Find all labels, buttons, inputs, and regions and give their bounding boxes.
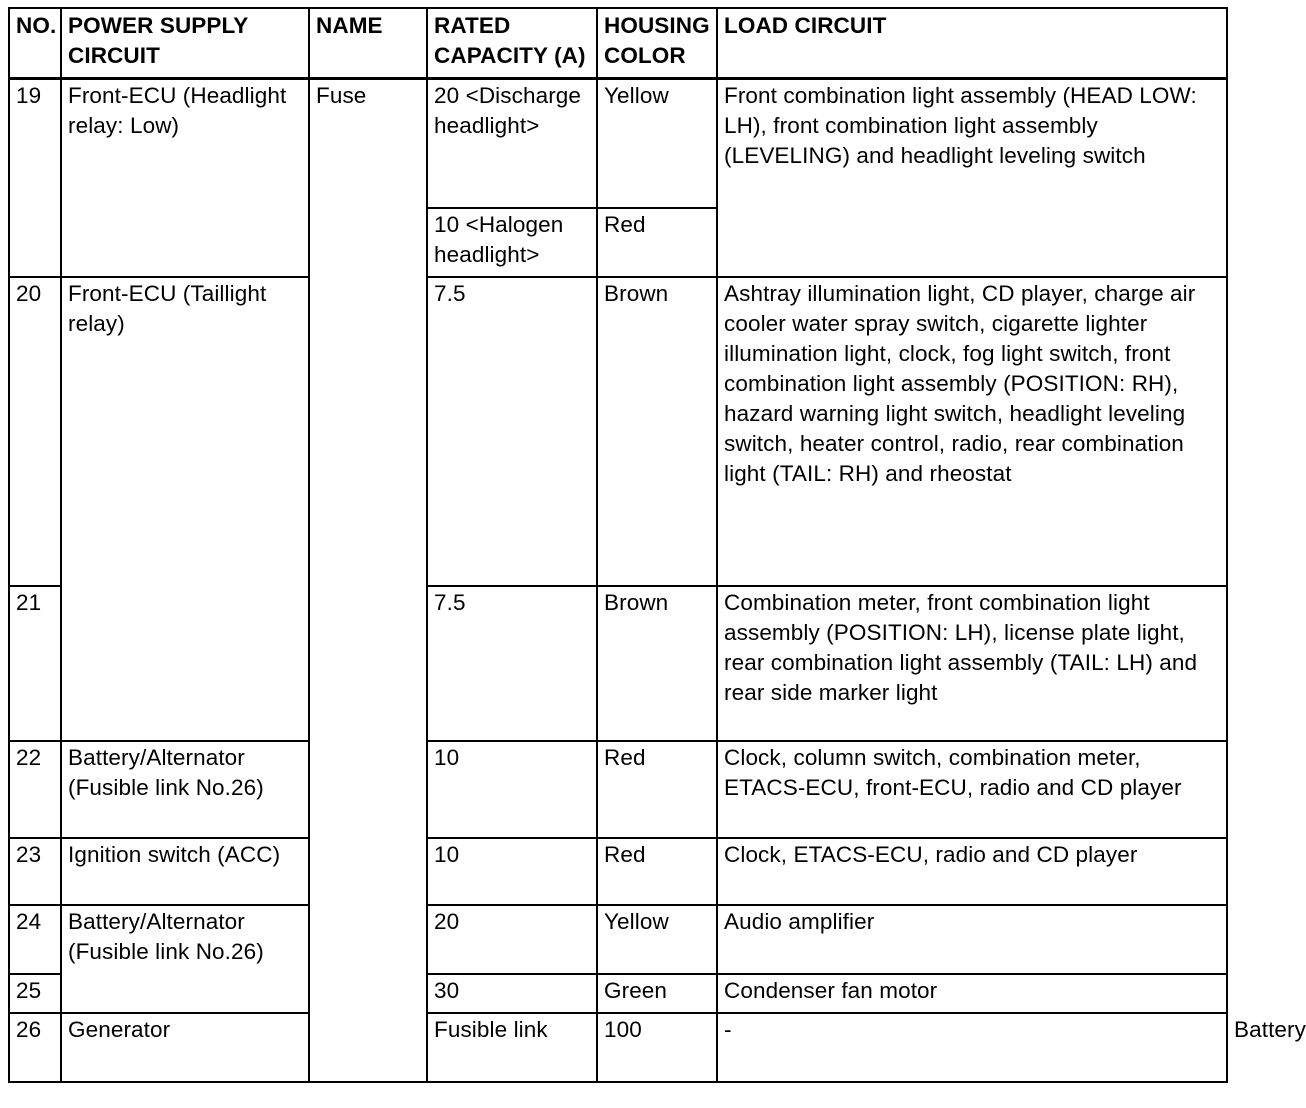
cell-housing-color: Brown [597, 586, 717, 741]
cell-no: 24 [9, 905, 61, 974]
cell-housing-color: Yellow [597, 905, 717, 974]
cell-housing-color: Brown [597, 277, 717, 586]
table-row [9, 277, 1227, 586]
table-row [9, 741, 1227, 838]
table-row [9, 838, 1227, 905]
cell-rated-capacity: 20 <Discharge headlight> [427, 79, 597, 209]
cell-no: 25 [9, 974, 61, 1013]
cell-housing-color: Red [597, 741, 717, 838]
cell-load-circuit: Condenser fan motor [717, 974, 1227, 1013]
cell-housing-color: Red [597, 838, 717, 905]
header-rated-capacity: RATED CAPACITY (A) [427, 8, 597, 79]
cell-name-fuse: Fuse [309, 79, 427, 1083]
cell-load-circuit: Clock, ETACS-ECU, radio and CD player [717, 838, 1227, 905]
cell-name-fusible-link: Fusible link [427, 1013, 597, 1082]
cell-power-supply: Battery/Alternator (Fusible link No.26) [61, 741, 309, 838]
cell-rated-capacity: 20 [427, 905, 597, 974]
header-name: NAME [309, 8, 427, 79]
cell-load-circuit: Clock, column switch, combination meter, ETACS-ECU, front-ECU, radio and CD player [717, 741, 1227, 838]
header-housing-color: HOUSING COLOR [597, 8, 717, 79]
cell-housing-color: Yellow [597, 79, 717, 209]
cell-housing-color: Red [597, 208, 717, 277]
cell-load-circuit: Front combination light assembly (HEAD LOW: LH), front combination light assembly (LEVELING) and headlight leveling switch [717, 79, 1227, 278]
header-no: NO. [9, 8, 61, 79]
cell-housing-color: Green [597, 974, 717, 1013]
table-row [9, 79, 1227, 209]
cell-housing-color: - [717, 1013, 1227, 1082]
cell-rated-capacity: 7.5 [427, 277, 597, 586]
cell-power-supply: Battery/Alternator (Fusible link No.26) [61, 905, 309, 1013]
cell-load-circuit: Combination meter, front combination light assembly (POSITION: LH), license plate light, rear combination light assembly (TAIL: LH) and rear side marker light [717, 586, 1227, 741]
cell-no: 19 [9, 79, 61, 278]
table-header-row [9, 8, 1227, 79]
cell-rated-capacity: 100 [597, 1013, 717, 1082]
cell-power-supply: Generator [61, 1013, 309, 1082]
cell-power-supply: Front-ECU (Taillight relay) [61, 277, 309, 741]
cell-no: 22 [9, 741, 61, 838]
cell-load-circuit: Ashtray illumination light, CD player, charge air cooler water spray switch, cigarette lighter illumination light, clock, fog light switch, front combination light assembly (POSITION: RH), hazard warning light switch, headlight leveling switch, heater control, radio, rear combination light (TAIL: RH) and rheostat [717, 277, 1227, 586]
cell-no: 20 [9, 277, 61, 586]
table-row: 26 Generator Fusible link 100 - Battery [9, 1013, 1227, 1082]
fuse-specification-table [8, 7, 1306, 1083]
cell-power-supply: Ignition switch (ACC) [61, 838, 309, 905]
header-power-supply-circuit: POWER SUPPLY CIRCUIT [61, 8, 309, 79]
cell-no: 26 [9, 1013, 61, 1082]
cell-no: 23 [9, 838, 61, 905]
cell-power-supply: Front-ECU (Headlight relay: Low) [61, 79, 309, 278]
header-load-circuit: LOAD CIRCUIT [717, 8, 1227, 79]
fuse-specification-sheet [8, 7, 1306, 1083]
cell-rated-capacity: 10 <Halogen headlight> [427, 208, 597, 277]
cell-rated-capacity: 7.5 [427, 586, 597, 741]
cell-rated-capacity: 10 [427, 741, 597, 838]
cell-rated-capacity: 30 [427, 974, 597, 1013]
table-row [9, 905, 1227, 974]
cell-load-circuit: Audio amplifier [717, 905, 1227, 974]
cell-no: 21 [9, 586, 61, 741]
cell-rated-capacity: 10 [427, 838, 597, 905]
